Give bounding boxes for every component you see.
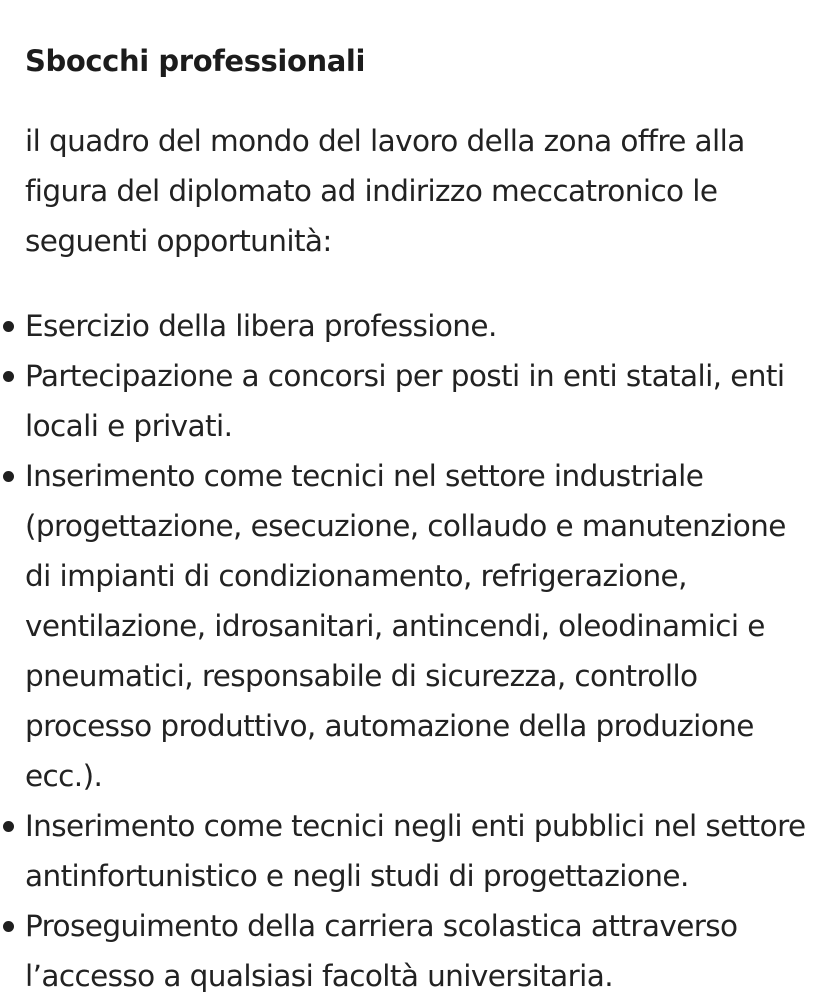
bullet-icon [3,321,14,332]
list-item [25,351,810,451]
section-title: Sbocchi professionali [25,44,365,78]
list-item [25,801,810,901]
list-item-text: Partecipazione a concorsi per posti in enti statali, enti locali e privati. [25,359,785,443]
intro-paragraph: il quadro del mondo del lavoro della zona offre alla figura del diplomato ad indirizzo meccatronico le seguenti opportunità: [25,124,745,258]
list-item [25,301,810,351]
article-section [25,38,810,1001]
list-item [25,901,810,1001]
bullet-icon [3,471,14,482]
list-item-text: Inserimento come tecnici nel settore industriale (progettazione, esecuzione, collaudo e manutenzione di impianti di condizionamento, refrigerazione, ventilazione, idrosanitari, antincendi, oleodinamici e pneumatici, responsabile di sicurezza, controllo processo produttivo, automazione della produzione ecc.). [25,459,786,793]
list-item [25,451,810,801]
list-item-text: Esercizio della libera professione. [25,309,497,343]
bullet-icon [3,821,14,832]
bullet-icon [3,371,14,382]
bullet-icon [3,921,14,932]
list-item-text: Inserimento come tecnici negli enti pubblici nel settore antinfortunistico e negli studi di progettazione. [25,809,806,893]
list-item-text: Proseguimento della carriera scolastica attraverso l’accesso a qualsiasi facoltà universitaria. [25,909,738,993]
opportunities-list [25,301,810,1001]
